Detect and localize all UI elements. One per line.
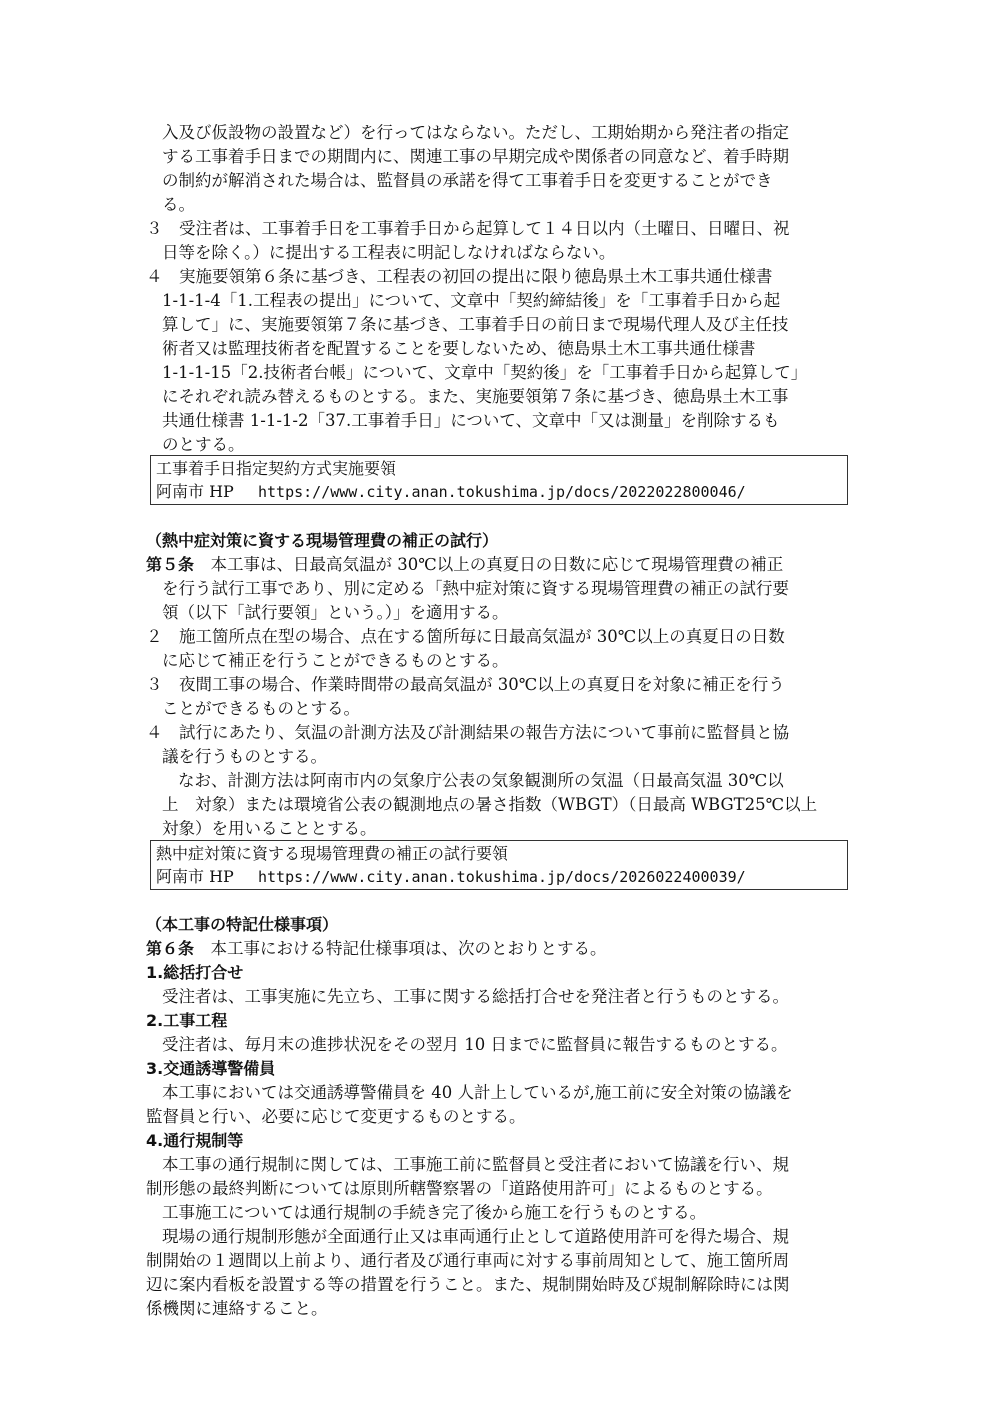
item-3-line: ３ 夜間工事の場合、作業時間帯の最高気温が 30℃以上の真夏日を対象に補正を行う (146, 675, 785, 694)
subsection-text: 辺に案内看板を設置する等の措置を行うこと。また、規制開始時及び規制解除時には関 (146, 1275, 790, 1294)
article-5-line (146, 554, 783, 576)
paragraph-line: する工事着手日までの期間内に、関連工事の早期完成や関係者の同意など、着手時期 (162, 147, 789, 166)
item-4-line: のとする。 (162, 435, 245, 454)
item-4-line: 1-1-1-4「1.工程表の提出」について、文章中「契約締結後」を「工事着手日から起 (162, 291, 781, 310)
reference-title: 工事着手日指定契約方式実施要領 (156, 459, 397, 478)
note-line: なお、計測方法は阿南市内の気象庁公表の気象観測所の気温（日最高気温 30℃以 (178, 771, 784, 790)
subsection-title: 3.交通誘導警備員 (146, 1059, 276, 1078)
item-4-line: 共通仕様書 1-1-1-2「37.工事着手日」について、文章中「又は測量」を削除するも (162, 411, 780, 430)
subsection-text: 受注者は、工事実施に先立ち、工事に関する総括打合せを発注者と行うものとする。 (162, 987, 789, 1006)
item-4-line: ４ 試行にあたり、気温の計測方法及び計測結果の報告方法について事前に監督員と協 (146, 723, 790, 742)
item-3-line: ３ 受注者は、工事着手日を工事着手日から起算して１４日以内（土曜日、日曜日、祝 (146, 219, 790, 238)
item-4-line: ４ 実施要領第６条に基づき、工程表の初回の提出に限り徳島県土木工事共通仕様書 (146, 267, 773, 286)
item-2-line: に応じて補正を行うことができるものとする。 (162, 651, 509, 670)
item-4-line: 術者又は監理技術者を配置することを要しないため、徳島県土木工事共通仕様書 (162, 339, 756, 358)
section-heading: （本工事の特記仕様事項） (146, 915, 339, 934)
item-3-line: 日等を除く。）に提出する工程表に明記しなければならない。 (162, 243, 616, 262)
section-heading: （熱中症対策に資する現場管理費の補正の試行） (146, 531, 499, 550)
article-text: 本工事における特記仕様事項は、次のとおりとする。 (194, 939, 607, 958)
subsection-text: 現場の通行規制形態が全面通行止又は車両通行止として道路使用許可を得た場合、規 (162, 1227, 789, 1246)
article-text: 本工事は、日最高気温が 30℃以上の真夏日の日数に応じて現場管理費の補正 (194, 555, 784, 574)
subsection-text: 本工事においては交通誘導警備員を 40 人計上しているが,施工前に安全対策の協議を (162, 1083, 793, 1102)
paragraph-line: る。 (162, 195, 195, 214)
note-line: 対象）を用いることとする。 (162, 819, 377, 838)
article-5-line: を行う試行工事であり、別に定める「熱中症対策に資する現場管理費の補正の試行要 (162, 579, 789, 598)
paragraph-line: の制約が解消された場合は、監督員の承諾を得て工事着手日を変更することができ (162, 171, 773, 190)
subsection-text: 制開始の１週間以上前より、通行者及び通行車両に対する事前周知として、施工箇所周 (146, 1251, 790, 1270)
subsection-text: 工事施工については通行規制の手続き完了後から施工を行うものとする。 (162, 1203, 707, 1222)
reference-url-link[interactable]: https://www.city.anan.tokushima.jp/docs/2026022400039/ (258, 868, 746, 886)
reference-source: 阿南市 HP (156, 482, 234, 501)
reference-title: 熱中症対策に資する現場管理費の補正の試行要領 (156, 844, 509, 863)
item-3-line: ことができるものとする。 (162, 699, 360, 718)
article-label: 第５条 (146, 555, 195, 574)
article-5-line: 領（以下「試行要領」という。）」を適用する。 (162, 603, 509, 622)
reference-source: 阿南市 HP (156, 867, 234, 886)
subsection-text: 制形態の最終判断については原則所轄警察署の「道路使用許可」によるものとする。 (146, 1179, 773, 1198)
item-4-line: 議を行うものとする。 (162, 747, 327, 766)
subsection-title: 1.総括打合せ (146, 963, 244, 982)
reference-url-link[interactable]: https://www.city.anan.tokushima.jp/docs/2022022800046/ (258, 483, 746, 501)
subsection-text: 本工事の通行規制に関しては、工事施工前に監督員と受注者において協議を行い、規 (162, 1155, 789, 1174)
subsection-text: 係機関に連絡すること。 (146, 1299, 328, 1318)
item-4-line: 1-1-1-15「2.技術者台帳」について、文章中「契約後」を「工事着手日から起算して」 (162, 363, 808, 382)
item-2-line: ２ 施工箇所点在型の場合、点在する箇所毎に日最高気温が 30℃以上の真夏日の日数 (146, 627, 785, 646)
subsection-text: 受注者は、毎月末の進捗状況をその翌月 10 日までに監督員に報告するものとする。 (162, 1035, 788, 1054)
item-4-line: 算して」に、実施要領第７条に基づき、工事着手日の前日まで現場代理人及び主任技 (162, 315, 789, 334)
subsection-title: 2.工事工程 (146, 1011, 228, 1030)
item-4-line: にそれぞれ読み替えるものとする。また、実施要領第７条に基づき、徳島県土木工事 (162, 387, 789, 406)
article-label: 第６条 (146, 939, 195, 958)
article-6-line (146, 938, 607, 960)
paragraph-line: 入及び仮設物の設置など）を行ってはならない。ただし、工期始期から発注者の指定 (162, 123, 789, 142)
note-line: 上 対象）または環境省公表の観測地点の暑さ指数（WBGT）（日最高 WBGT25℃以上 (162, 795, 818, 814)
subsection-title: 4.通行規制等 (146, 1131, 244, 1150)
subsection-text: 監督員と行い、必要に応じて変更するものとする。 (146, 1107, 526, 1126)
